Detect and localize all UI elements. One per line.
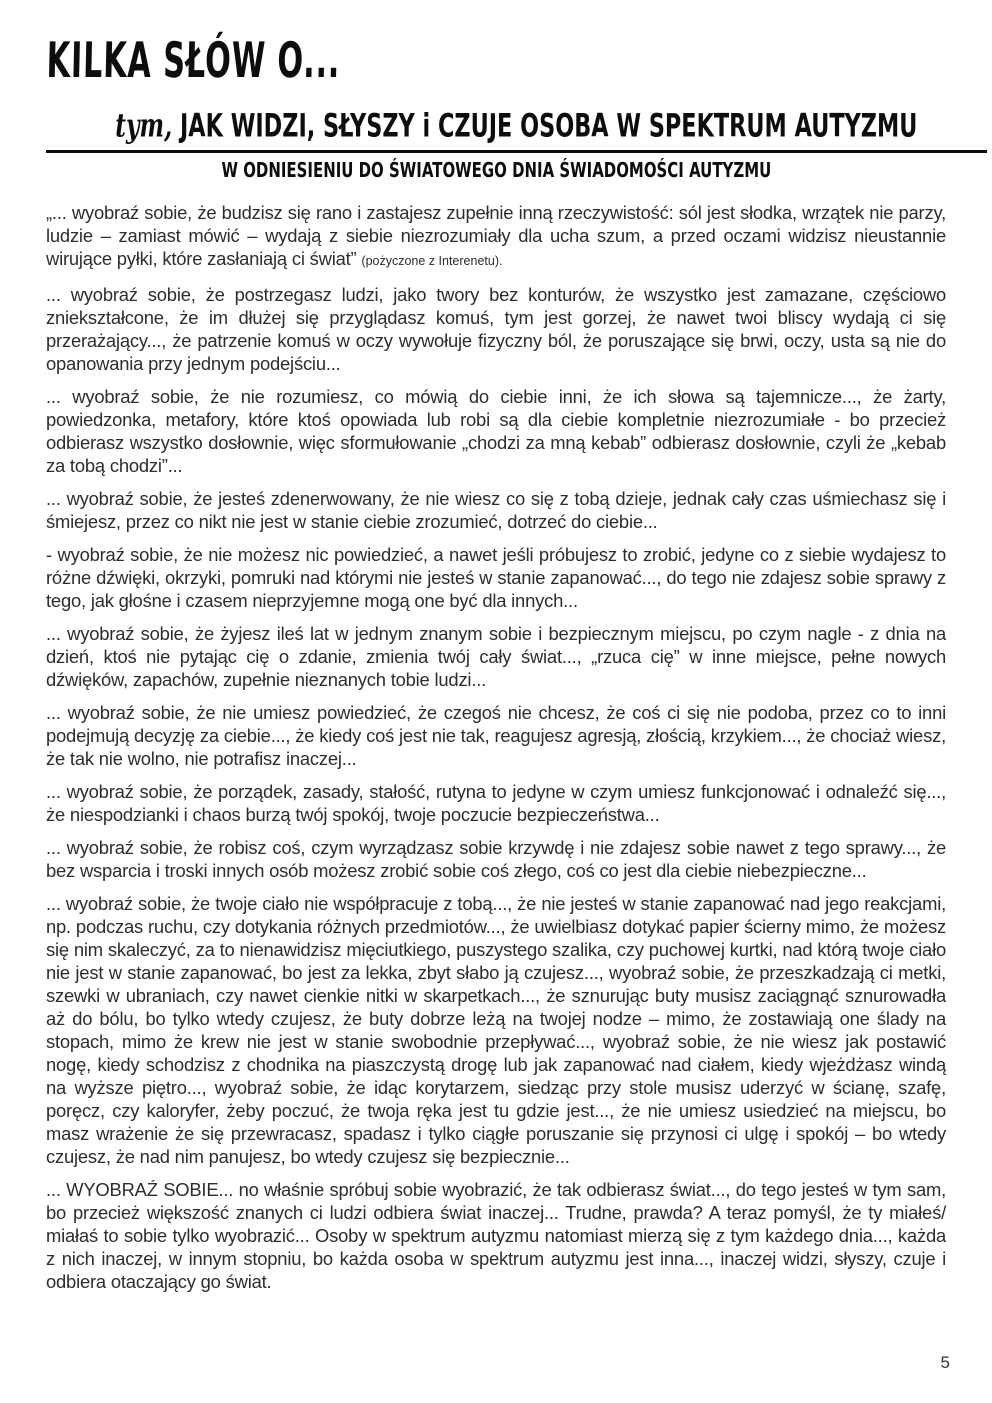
paragraph: ... wyobraź sobie, że robisz coś, czym wyrządzasz sobie krzywdę i nie zdajesz sobie nawet z tego sprawy..., że bez wsparcia i troski innych osób możesz zrobić sobie coś złego, coś co jest dla ciebie niebezpieczne... xyxy=(46,837,946,881)
paragraph: ... wyobraź sobie, że twoje ciało nie współpracuje z tobą..., że nie jesteś w stanie zapanować nad jego reakcjami, np. podczas ruchu, czy dotykania różnych przedmiotów..., że uwielbiasz dotykać papier ścierny mimo, że możesz się nim skaleczyć, za to nienawidzisz mięciutkiego, puszystego szalika, czy puchowej kurtki, nad którą twoje ciało nie jest w stanie zapanować, bo jest za lekka, zbyt słabo ją czujesz..., wyobraź sobie, że przeszkadzają ci metki, szewki w ubraniach, czy nawet cienkie nitki w skarpetkach..., że sznurując buty musisz zaciągnąć sznurowadła aż do bólu, bo tylko wtedy czujesz, że buty dobrze leżą na twojej nodze – mimo, że zostawiają one ślady na stopach, mimo że krew nie jest w stanie swobodnie przepływać..., wyobraź sobie, że nie wiesz jak postawić nogę, kiedy schodzisz z chodnika na piaszczystą drogę lub jak zapanować nad ciałem, kiedy wjeżdżasz windą na wyższe piętro..., wyobraź sobie, że idąc korytarzem, siedząc przy stole musisz uderzyć w ścianę, szafę, poręcz, czy kaloryfer, żeby poczuć, że twoja ręka jest tu gdzie jest..., że nie umiesz usiedzieć na miejscu, bo masz wrażenie że się przewracasz, spadasz i tylko ciągłe poruszanie się przynosi ci ulgę i spokój – bo wtedy czujesz, że nad nim panujesz, bo wtedy czujesz się bezpiecznie... xyxy=(46,893,946,1167)
page-title xyxy=(46,32,946,98)
page-title-text: KILKA SŁÓW O... xyxy=(46,32,341,89)
paragraph: ... wyobraź sobie, że nie rozumiesz, co mówią do ciebie inni, że ich słowa są tajemnicze..., że żarty, powiedzonka, metafory, które ktoś opowiada lub robi są dla ciebie kompletnie niezrozumiałe - bo przecież odbierasz wszystko dosłownie, więc sformułowanie „chodzi za mną kebab” odbierasz dosłownie, czyli że „kebab za tobą chodzi”... xyxy=(46,386,946,476)
subtitle-row xyxy=(46,107,946,153)
paragraph: ... wyobraź sobie, że żyjesz ileś lat w jednym znanym sobie i bezpiecznym miejscu, po czym nagle - z dnia na dzień, ktoś nie pytając cię o zdanie, zmienia twój cały świat..., „rzuca cię” w inne miejsce, pełne nowych dźwięków, zapachów, zupełnie nieznanych tobie ludzi... xyxy=(46,623,946,690)
source-note: (pożyczone z Interenetu). xyxy=(361,254,503,268)
subtitle xyxy=(46,107,987,153)
paragraph: ... WYOBRAŹ SOBIE... no właśnie spróbuj sobie wyobrazić, że tak odbierasz świat..., do tego jesteś w tym sam, bo przecież większość znanych ci ludzi odbiera świat inaczej... Trudne, prawda? A teraz pomyśl, że ty miałeś/ miałaś to sobie tylko wyobrazić... Osoby w spektrum autyzmu natomiast mierzą się z tym każdego dnia..., każda z nich inaczej, w innym stopniu, bo każda osoba w spektrum autyzmu jest inna..., inaczej widzi, słyszy, czuje i odbiera otaczający go świat. xyxy=(46,1179,946,1292)
paragraph: ... wyobraź sobie, że jesteś zdenerwowany, że nie wiesz co się z tobą dzieje, jednak cały czas uśmiechasz się i śmiejesz, przez co nikt nie jest w stanie ciebie zrozumieć, dotrzeć do ciebie... xyxy=(46,488,946,532)
paragraph: - wyobraź sobie, że nie możesz nic powiedzieć, a nawet jeśli próbujesz to zrobić, jedyne co z siebie wydajesz to różne dźwięki, okrzyki, pomruki nad którymi nie jesteś w stanie zapanować..., do tego nie zdajesz sobie sprawy z tego, jak głośne i czasem nieprzyjemne mogą one być dla innych... xyxy=(46,544,946,611)
paragraph: ... wyobraź sobie, że nie umiesz powiedzieć, że czegoś nie chcesz, że coś ci się nie podoba, przez co to inni podejmują decyzję za ciebie..., że kiedy coś jest nie tak, reagujesz agresją, złością, krzykiem..., że chociaż wiesz, że tak nie wolno, nie potrafisz inaczej... xyxy=(46,702,946,769)
subtitle-line xyxy=(115,107,917,145)
paragraph: „... wyobraź sobie, że budzisz się rano i zastajesz zupełnie inną rzeczywistość: sól jest słodka, wrzątek nie parzy, ludzie – zamiast mówić – wydają z siebie niezrozumiały dla ucha szum, a przed oczami widzisz nieustannie wirujące pyłki, które zasłaniają ci świat” (pożyczone z Interenetu). xyxy=(46,202,946,269)
page-number: 5 xyxy=(940,1353,950,1372)
paragraph: ... wyobraź sobie, że porządek, zasady, stałość, rutyna to jedyne w czym umiesz funkcjonować i odnaleźć się..., że niespodzianki i chaos burzą twój spokój, twoje poczucie bezpieczeństwa... xyxy=(46,781,946,825)
subtitle-main-text: JAK WIDZI, SŁYSZY i CZUJE OSOBA W SPEKTRUM AUTYZMU xyxy=(172,108,918,145)
subheading-row xyxy=(46,159,946,183)
subheading: W ODNIESIENIU DO ŚWIATOWEGO DNIA ŚWIADOMOŚCI AUTYZMU xyxy=(221,159,771,183)
body-text xyxy=(46,201,946,1293)
paragraph: ... wyobraź sobie, że postrzegasz ludzi, jako twory bez konturów, że wszystko jest zamazane, częściowo zniekształcone, że im dłużej się przyglądasz komuś, tym jest gorzej, że nawet twoi bliscy wydają ci się przerażający..., że patrzenie komuś w oczy wywołuje fizyczny ból, że poruszające się brwi, oczy, usta są nie do opanowania przy jednym podejściu... xyxy=(46,284,946,374)
subtitle-script-prefix: tym, xyxy=(115,107,173,145)
